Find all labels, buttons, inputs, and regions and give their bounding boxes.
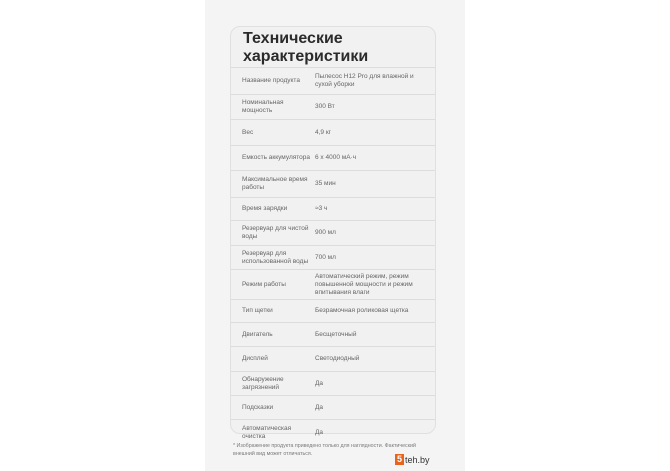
spec-row xyxy=(231,95,435,120)
spec-table xyxy=(231,67,435,445)
watermark-text: teh.by xyxy=(405,454,430,465)
spec-value: 4,9 кг xyxy=(315,128,332,136)
spec-card xyxy=(230,26,436,440)
spec-row xyxy=(231,171,435,198)
spec-row xyxy=(231,270,435,300)
spec-value: 6 x 4000 мА·ч xyxy=(315,154,357,161)
spec-key: Дисплей xyxy=(242,355,268,362)
spec-key: Подсказки xyxy=(242,403,274,411)
spec-key: Емкость аккумулятора xyxy=(242,154,311,161)
spec-value: ≈3 ч xyxy=(315,205,328,212)
spec-value: Да xyxy=(315,403,324,411)
spec-value: Безрамочная роликовая щетка xyxy=(315,307,409,314)
spec-key: Режим работы xyxy=(242,280,286,288)
spec-row xyxy=(231,246,435,270)
spec-key: Тип щетки xyxy=(242,307,273,314)
spec-row xyxy=(231,372,435,396)
spec-key: Время зарядки xyxy=(242,205,288,212)
spec-row xyxy=(231,221,435,246)
spec-row xyxy=(231,323,435,347)
spec-value: Автоматический режим, режим повышенной мощности и режим впитывания влаги xyxy=(315,272,413,296)
spec-key: Номинальная мощность xyxy=(242,99,284,114)
spec-value: Да xyxy=(315,379,324,387)
spec-title: Технические характеристики xyxy=(243,30,369,65)
spec-key: Обнаружение загрязнений xyxy=(242,375,284,391)
spec-row xyxy=(231,146,435,171)
spec-key: Резервуар для использованной воды xyxy=(242,249,309,265)
spec-value: Бесщеточный xyxy=(315,330,357,338)
spec-row xyxy=(231,396,435,420)
spec-row xyxy=(231,68,435,95)
spec-key: Максимальное время работы xyxy=(242,176,308,191)
spec-row xyxy=(231,347,435,372)
watermark-logo xyxy=(395,454,430,465)
spec-key: Вес xyxy=(242,128,254,136)
spec-key: Название продукта xyxy=(242,77,300,84)
spec-value: Да xyxy=(315,428,324,436)
watermark-box: 5 xyxy=(397,454,403,464)
spec-value: 700 мл xyxy=(315,253,336,261)
spec-row xyxy=(231,198,435,221)
spec-value: 900 мл xyxy=(315,229,336,236)
spec-row xyxy=(231,120,435,146)
spec-row xyxy=(231,300,435,323)
spec-value: 35 мин xyxy=(315,180,336,187)
spec-value: Светодиодный xyxy=(315,355,360,362)
spec-key: Автоматическая очистка xyxy=(242,424,292,440)
spec-value: Пылесос H12 Pro для влажной и сухой уборки xyxy=(315,73,414,88)
footnote: * Изображение продукта приведено только для наглядности. Фактический внешний вид может отличаться. xyxy=(233,443,416,457)
spec-key: Двигатель xyxy=(242,330,273,338)
spec-value: 300 Вт xyxy=(315,103,335,110)
spec-key: Резервуар для чистой воды xyxy=(242,225,309,240)
